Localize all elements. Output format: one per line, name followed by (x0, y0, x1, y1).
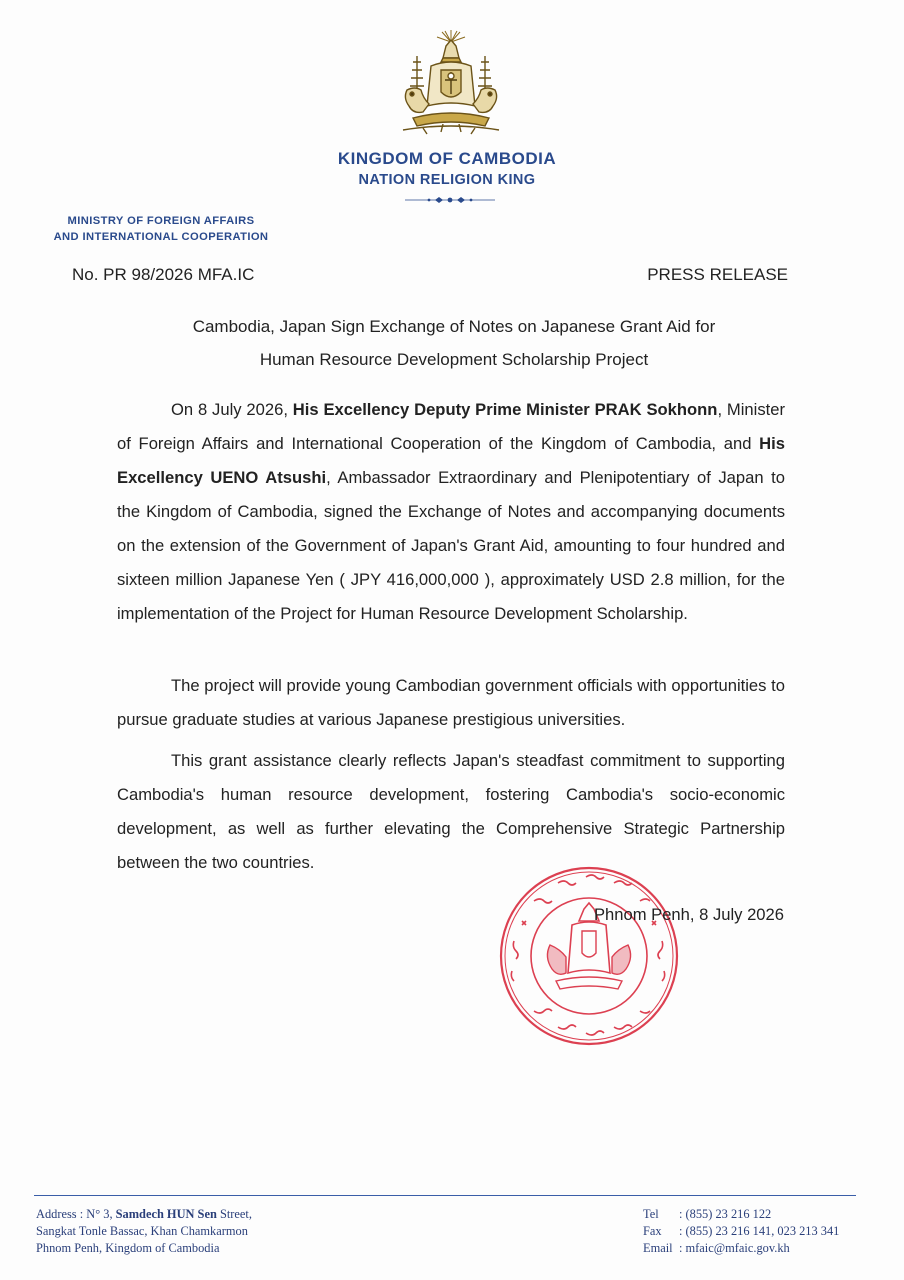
address-line-2: Sangkat Tonle Bassac, Khan Chamkarmon (36, 1224, 248, 1238)
paragraph-3 (117, 744, 785, 880)
ministry-name-line2: AND INTERNATIONAL COOPERATION (53, 231, 269, 243)
headline-line1: Cambodia, Japan Sign Exchange of Notes on Japanese Grant Aid for (192, 317, 716, 336)
p1-text-e: , Ambassador Extraordinary and Plenipotentiary of Japan to the Kingdom of Cambodia, signed the Exchange of Notes and accompanying documents on the extension of the Government of Japan's Grant Aid, amounting to four hundred and sixteen million Japanese Yen ( JPY 416,000,000 ), approximately USD 2.8 million, for the implementation of the Project for Human Resource Development Scholarship. (117, 468, 785, 623)
national-motto: NATION RELIGION KING (358, 172, 536, 188)
p3-text: This grant assistance clearly reflects Japan's steadfast commitment to supporting Cambodia's human resource development, fostering Cambodia's socio-economic development, as well as further elevating the Comprehensive Strategic Partnership between the two countries. (117, 751, 785, 872)
fax-label: Fax (643, 1224, 662, 1238)
paragraph-2 (117, 669, 785, 737)
footer-divider (34, 1195, 856, 1196)
ministry-name-line1: MINISTRY OF FOREIGN AFFAIRS (67, 215, 255, 227)
email-value[interactable]: : mfaic@mfaic.gov.kh (679, 1241, 790, 1255)
tel-label: Tel (643, 1207, 659, 1221)
divider-ornament-icon (405, 196, 495, 204)
footer-contacts (643, 1206, 839, 1257)
address-street-name: Samdech HUN Sen (115, 1207, 217, 1221)
date-place-line: Phnom Penh, 8 July 2026 (593, 905, 784, 924)
fax-value: : (855) 23 216 141, 023 213 341 (679, 1224, 840, 1238)
address-street-suffix: Street, (216, 1207, 252, 1221)
kingdom-heading: KINGDOM OF CAMBODIA (337, 149, 557, 168)
royal-arms-emblem-icon (393, 28, 509, 136)
p1-dpm-name: His Excellency Deputy Prime Minister PRAK Sokhonn (292, 400, 718, 419)
document-type: PRESS RELEASE (647, 265, 788, 284)
p1-ambassador-name: His Excellency UENO Atsushi (117, 434, 785, 487)
reference-number: No. PR 98/2026 MFA.IC (72, 265, 255, 284)
tel-value: : (855) 23 216 122 (679, 1207, 772, 1221)
headline-line2: Human Resource Development Scholarship Project (259, 350, 649, 369)
email-label: Email (643, 1241, 673, 1255)
footer-address (36, 1206, 252, 1257)
address-label: Address : N° 3, (36, 1207, 116, 1221)
p1-text-c: , Minister of Foreign Affairs and International Cooperation of the Kingdom of Cambodia, and (117, 400, 785, 453)
p2-text: The project will provide young Cambodian government officials with opportunities to pursue graduate studies at various Japanese prestigious universities. (117, 676, 785, 729)
p1-text-a: On 8 July 2026, (171, 400, 293, 419)
official-seal-icon (494, 861, 684, 1051)
address-line-3: Phnom Penh, Kingdom of Cambodia (36, 1241, 220, 1255)
paragraph-1 (117, 393, 785, 631)
